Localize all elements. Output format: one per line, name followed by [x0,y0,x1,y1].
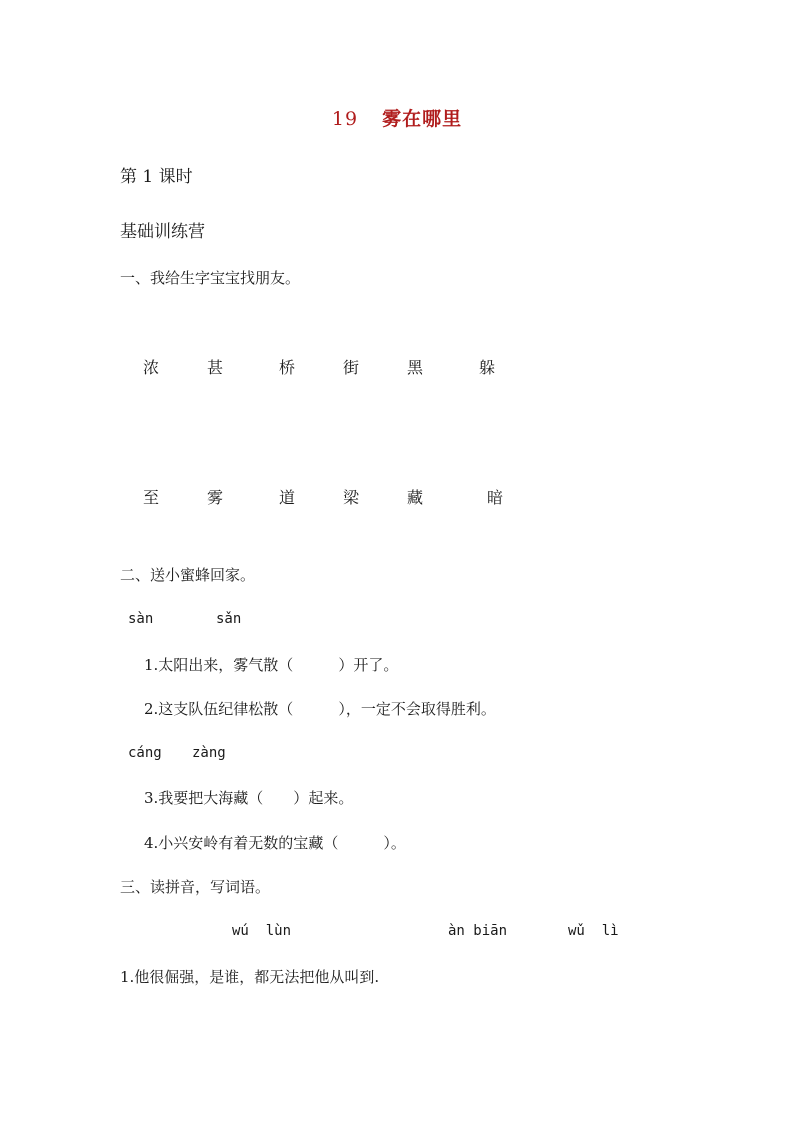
char-row1-5: 黑 [407,358,424,377]
lesson-period: 第 1 课时 [120,167,193,187]
char-row2-1: 至 [143,488,160,507]
part1-heading: 一、我给生字宝宝找朋友。 [120,269,301,287]
char-row2-5: 藏 [407,488,424,507]
pinyin-cang2: cáng [128,745,162,761]
char-row1-2: 甚 [207,358,224,377]
section-heading: 基础训练营 [120,222,205,242]
pinyin-wulun: wú lùn [232,923,292,939]
pinyin-wuli: wǔ lì [568,923,619,939]
pinyin-san4: sàn [128,611,154,627]
part2-heading: 二、送小蜜蜂回家。 [120,566,256,584]
pinyin-zang4: zàng [192,745,226,761]
char-row2-4: 梁 [343,488,360,507]
question-2-4: 4.小兴安岭有着无数的宝藏（ ）。 [144,834,406,852]
part3-heading: 三、读拼音，写词语。 [120,878,271,896]
char-row1-4: 街 [343,358,360,377]
char-row2-3: 道 [279,488,296,507]
pinyin-san3: sǎn [216,611,242,627]
question-2-3: 3.我要把大海藏（ ）起来。 [144,789,354,807]
char-row2-2: 雾 [207,488,224,507]
question-2-2: 2.这支队伍纪律松散（ ），一定不会取得胜利。 [144,700,496,718]
char-row2-6: 暗 [487,488,504,507]
title-text: 雾在哪里 [382,108,463,130]
char-row1-1: 浓 [143,358,160,377]
char-row1-6: 躲 [479,358,496,377]
question-2-1: 1.太阳出来，雾气散（ ）开了。 [144,656,399,674]
page-title [0,104,794,131]
pinyin-anbian: àn biān [448,923,508,939]
char-row1-3: 桥 [279,358,296,377]
question-3-1: 1.他很倔强，是谁，都无法把他从叫到. [120,968,380,986]
lesson-number: 19 [331,108,359,130]
